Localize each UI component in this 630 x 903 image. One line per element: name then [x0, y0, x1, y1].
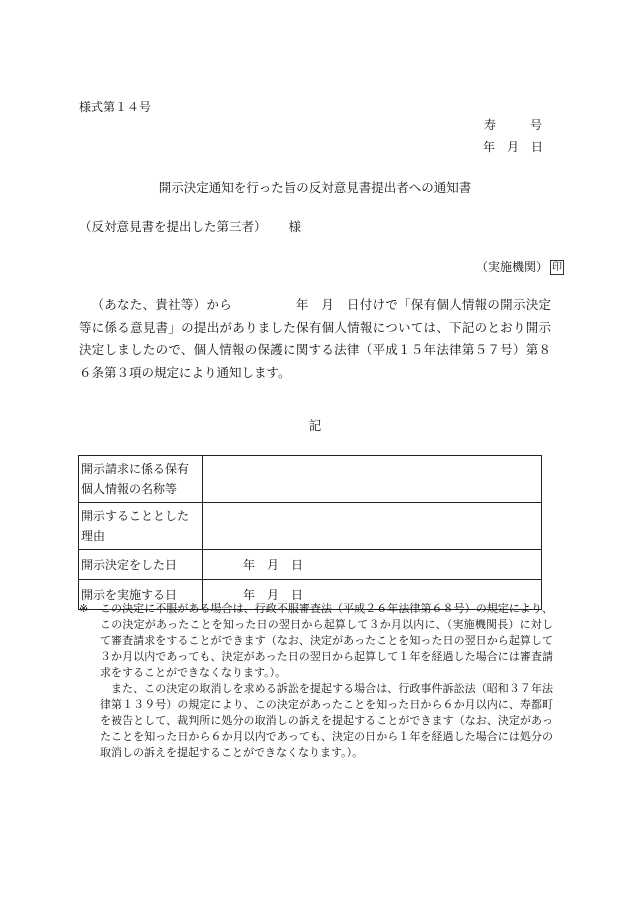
- table-label-decision-date: 開示決定をした日: [79, 550, 203, 580]
- table-value-implementation-date: 年 月 日: [203, 580, 542, 610]
- notice-body: （あなた、貴社等）から 年 月 日付けで「保有個人情報の開示決定等に係る意見書」の提出がありました保有個人情報については、下記のとおり開示決定しましたので、個人情報の保護に関する法律（平成１５年法律第５７号）第８６条第３項の規定により通知します。: [79, 297, 551, 380]
- document-number-suffix: 号: [530, 118, 543, 132]
- table-label-implementation-date: 開示を実施する日: [79, 580, 203, 610]
- issuer-name: （実施機関）: [476, 260, 549, 274]
- table-value-decision-date: 年 月 日: [203, 550, 542, 580]
- note-mark: ※: [79, 602, 89, 615]
- seal-mark: 印: [552, 262, 563, 273]
- table-row: [79, 503, 542, 550]
- table-row: [79, 550, 542, 580]
- document-title: 開示決定通知を行った旨の反対意見書提出者への通知書: [158, 180, 472, 195]
- addressee: [79, 217, 301, 235]
- addressee-honorific: 様: [288, 219, 302, 234]
- table-row: [79, 456, 542, 503]
- details-table: [78, 455, 542, 610]
- addressee-name: （反対意見書を提出した第三者）: [79, 219, 267, 234]
- document-date: 年 月 日: [483, 140, 544, 154]
- document-number: [484, 116, 542, 133]
- form-number: 様式第１４号: [79, 100, 152, 114]
- note-appeal: この決定に不服がある場合は、行政不服審査法（平成２６年法律第６８号）の規定により、この決定があったことを知った日の翌日から起算して３か月以内に、（実施機関長）に対して審査請求をすることができます（なお、決定があったことを知った日の翌日から起算して３か月以内であっても、決定があった日の翌日から起算して１年を経過した場合には審査請求をすることができなくなります。）。: [100, 602, 553, 679]
- document-number-prefix: 寿: [484, 118, 497, 132]
- note-body: [100, 601, 553, 761]
- table-value-reason: [203, 503, 542, 550]
- ki-heading: 記: [308, 418, 322, 433]
- table-label-info-name: 開示請求に係る保有個人情報の名称等: [79, 456, 203, 503]
- table-value-info-name: [203, 456, 542, 503]
- notes-section: [79, 601, 553, 761]
- issuer: [476, 258, 564, 275]
- table-label-reason: 開示することとした理由: [79, 503, 203, 550]
- note-lawsuit: また、この決定の取消しを求める訴訟を提起する場合は、行政事件訴訟法（昭和３７年法律第１３９号）の規定により、この決定があったことを知った日から６か月以内に、寿都町を被告として、裁判所に処分の取消しの訴えを提起することができます（なお、決定があったことを知った日から６か月以内であっても、決定の日から１年を経過した場合には処分の取消しの訴えを提起することができなくなります。）。: [100, 682, 553, 759]
